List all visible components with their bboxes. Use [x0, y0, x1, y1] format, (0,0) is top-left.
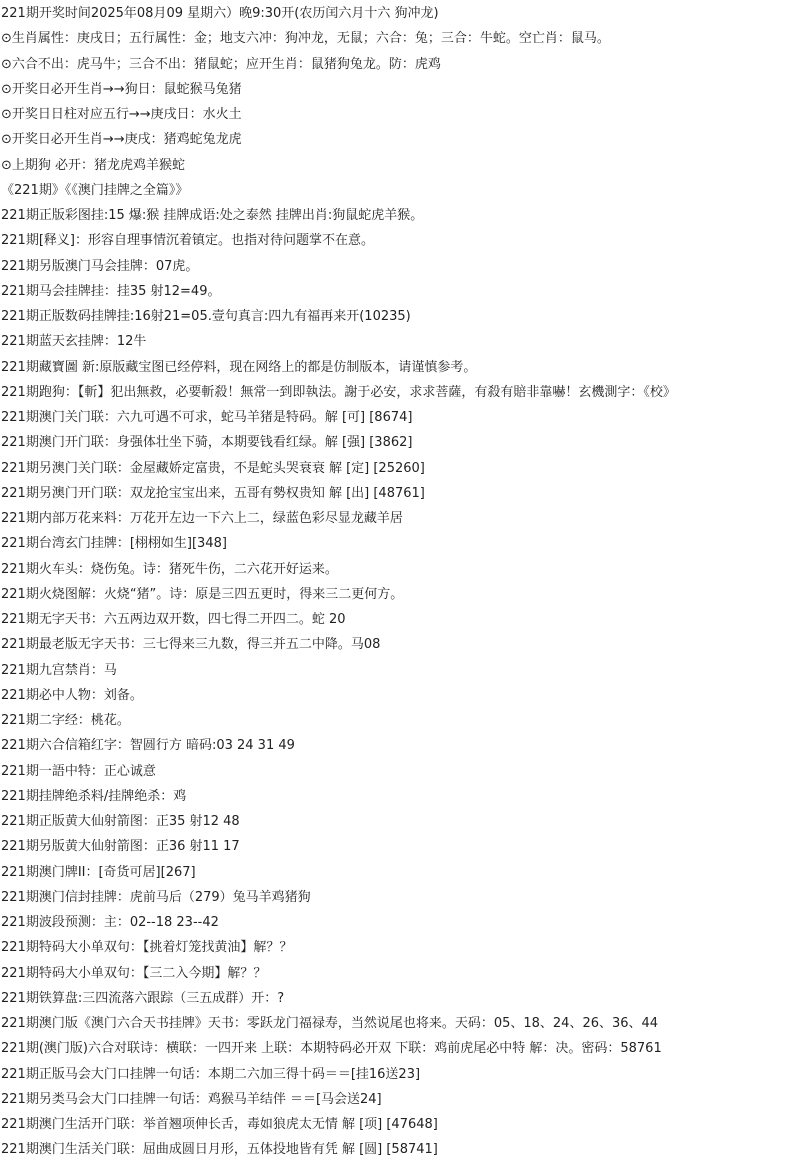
- text-line: 221期另类马会大门口挂牌一句话：鸡猴马羊结伴 ＝＝[马会送24]: [1, 1091, 382, 1107]
- text-line: ⊙开奖日必开生肖→→庚戌：猪鸡蛇兔龙虎: [1, 132, 242, 148]
- text-line: 221期正版彩图挂:15 爆:猴 挂牌成语:处之泰然 挂牌出肖:狗鼠蛇虎羊猴。: [1, 208, 424, 223]
- text-line: 221期正版数码挂牌挂:16射21=05.壹句真言:四九有福再来开(10235): [1, 309, 411, 324]
- text-line: 221期澳门生活开门联：举首翘项伸长舌，毒如狼虎太无情 解 [项] [47648]: [1, 1117, 438, 1132]
- text-line: 221期台湾玄门挂牌：[栩栩如生][348]: [1, 536, 227, 552]
- text-line: ⊙上期狗 必开：猪龙虎鸡羊猴蛇: [1, 157, 186, 173]
- text-line: 221期铁算盘:三四流落六跟踪（三五成群）开：?: [1, 990, 285, 1006]
- text-line: 221期澳门牌II：[奇货可居][267]: [1, 864, 196, 880]
- text-line: 221期正版黄大仙射箭图：正35 射12 48: [1, 814, 240, 829]
- text-line: 221期另澳门开门联：双龙抢宝宝出来，五哥有勢权贵知 解 [出] [48761]: [1, 485, 425, 501]
- text-line: 221期(澳门版)六合对联诗：横联：一四开来 上联：本期特码必开双 下联：鸡前虎尾必中特 解：决。密码：58761: [1, 1041, 662, 1057]
- text-line: ⊙开奖日日柱对应五行→→庚戌日：水火土: [1, 107, 242, 122]
- text-line: 221期另澳门关门联：金屋藏娇定富贵，不是蛇头哭衰衰 解 [定] [25260]: [1, 460, 425, 476]
- text-line: 221期最老版无字天书：三七得来三九数，得三并五二中降。马08: [1, 637, 381, 653]
- text-line: 221期澳门关门联：六九可遇不可求，蛇马羊猪是特码。解 [可] [8674]: [1, 410, 413, 425]
- text-line: 221期开奖时间2025年08月09 星期六）晚9:30开(农历闰六月十六 狗冲龙): [1, 6, 439, 21]
- text-line: 《221期》《《澳门挂牌之全篇》》: [1, 182, 189, 198]
- text-line: 221期藏寶圖 新:原版藏宝图已经停料，现在网络上的都是仿制版本，请谨慎参考。: [1, 359, 477, 375]
- text-line: 221期九宫禁肖：马: [1, 662, 117, 678]
- text-line: 221期另版澳门马会挂牌：07虎。: [1, 258, 199, 274]
- text-line: 221期马会挂牌挂：挂35 射12=49。: [1, 283, 221, 299]
- text-line: 221期无字天书：六五两边双开数，四七得二开四二。蛇 20: [1, 612, 346, 627]
- text-line: 221期澳门开门联：身强体壮坐下骑，本期要钱看红绿。解 [强] [3862]: [1, 435, 413, 451]
- text-line: 221期特码大小单双句：【三二入今期】解？？: [1, 965, 267, 981]
- text-line: 221期澳门版《澳门六合天书挂牌》天书：零跃龙门福禄寿，当然说尾也将来。天码：05、18、24、26、36、44: [1, 1016, 659, 1031]
- text-line: 221期火车头：烧伤兔。诗：猪死牛伤，二六花开好运来。: [1, 561, 338, 577]
- text-line: 221期澳门生活关门联：屈曲成圆日月形，五体投地皆有凭 解 [圆] [58741]: [1, 1142, 438, 1158]
- text-line: 221期必中人物：刘备。: [1, 687, 143, 703]
- text-line: 221期正版马会大门口挂牌一句话：本期二六加三得十码＝＝[挂16送23]: [1, 1066, 421, 1082]
- text-line: 221期一語中特：正心诚意: [1, 763, 156, 779]
- text-line: 221期火烧图解：火烧“猪”。诗：原是三四五更时，得来三二更何方。: [1, 586, 404, 602]
- text-line: 221期波段预测：主：02--18 23--42: [1, 915, 219, 930]
- text-line: 221期跑狗：【斬】犯出無救，必要斬殺！無常一到即執法。謝于必安，求求菩薩，有殺有賠非靠嚇！玄機測字：《校》: [1, 384, 676, 400]
- text-line: 221期另版黄大仙射箭图：正36 射11 17: [1, 839, 240, 855]
- text-line: ⊙生肖属性：庚戌日；五行属性：金；地支六冲：狗冲龙，无鼠；六合：兔；三合：牛蛇。空亡肖：鼠马。: [1, 31, 610, 47]
- text-line: 221期蓝天玄挂牌：12牛: [1, 334, 147, 350]
- text-line: 221期六合信箱红字：智圆行方 暗码:03 24 31 49: [1, 738, 295, 754]
- text-line: ⊙六合不出：虎马牛；三合不出：猪鼠蛇；应开生肖：鼠猪狗兔龙。防：虎鸡: [1, 56, 441, 72]
- text-line: 221期[释义]：形容自理事情沉着镇定。也指对待问题掌不在意。: [1, 233, 374, 249]
- text-line: 221期二字经：桃花。: [1, 713, 130, 728]
- text-line: ⊙开奖日必开生肖→→狗日：鼠蛇猴马兔猪: [1, 81, 242, 97]
- text-line: 221期挂牌绝杀料/挂牌绝杀：鸡: [1, 788, 187, 804]
- text-line: 221期澳门信封挂牌：虎前马后（279）兔马羊鸡猪狗: [1, 889, 311, 905]
- text-line: 221期内部万花来料：万花开左边一下六上二，绿蓝色彩尽显龙藏羊居: [1, 511, 403, 526]
- text-line: 221期特码大小单双句：【挑着灯笼找黄油】解？？: [1, 940, 293, 956]
